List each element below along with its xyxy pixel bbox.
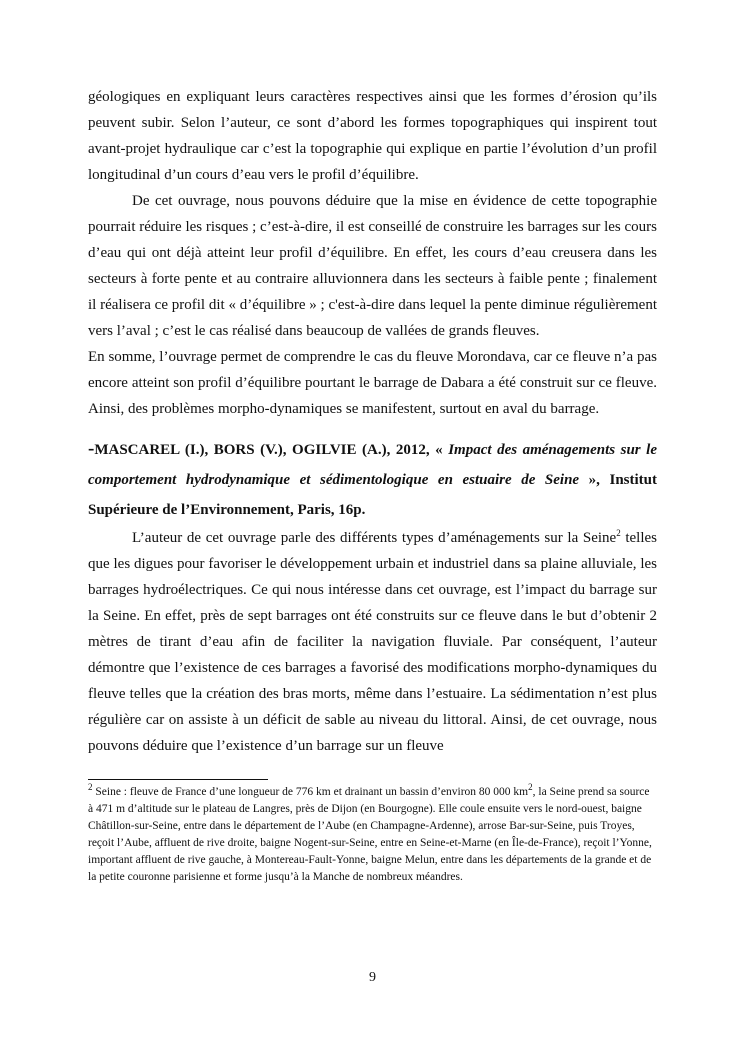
paragraph-2: De cet ouvrage, nous pouvons déduire que la mise en évidence de cette topographie pourrait réduire les risques ; c’est-à-dire, il est conseillé de construire les barrages sur les cours d’eau qui ont déjà atteint leur profil d’équilibre. En effet, les cours d’eau creusera dans les secteurs à forte pente et au contraire alluvionnera dans les secteurs à faible pente ; finalement il réalisera ce profil dit « d’équilibre » ; c'est-à-dire dans lequel la pente diminue régulièrement vers l’aval ; c’est le cas réalisé dans beaucoup de vallées de grands fleuves. [88, 193, 657, 339]
footnote-separator [88, 779, 268, 780]
footnote [88, 784, 657, 886]
paragraph-3: En somme, l’ouvrage permet de comprendre le cas du fleuve Morondava, car ce fleuve n’a pas encore atteint son profil d’équilibre pourtant le barrage de Dabara a été construit sur ce fleuve. Ainsi, des problèmes morpho-dynamiques se manifestent, surtout en aval du barrage. [88, 349, 657, 417]
footnote-superscript: 2 [528, 782, 533, 793]
body-text [88, 84, 657, 759]
reference-authors: MASCAREL (I.), BORS (V.), OGILVIE (A.), 2012, « [94, 442, 449, 458]
bibliographic-reference [88, 434, 657, 525]
footnote-text-end: , la Seine prend sa source à 471 m d’altitude sur le plateau de Langres, près de Dijon (en Bourgogne). Elle coule ensuite vers le nord-ouest, baigne Châtillon-sur-Seine, entre dans le département de l’Aube (en Champagne-Ardenne), arrose Bar-sur-Seine, puis Troyes, reçoit l’Aube, affluent de rive droite, baigne Nogent-sur-Seine, entre en Seine-et-Marne (en Île-de-France), reçoit l’Yonne, important affluent de rive gauche, à Montereau-Fault-Yonne, baigne Melun, entre dans les départements de la grande et de la petite couronne parisienne et forme jusqu’à la Manche de nombreux méandres. [88, 786, 652, 883]
footnote-text-start: Seine : fleuve de France d’une longueur de 776 km et drainant un bassin d’environ 80 000 km [92, 786, 529, 798]
reference-publisher: », Institut Supérieure de l’Environnement, Paris, 16p. [88, 472, 658, 518]
footnote-number: 2 [88, 782, 93, 793]
paragraph-4 [88, 525, 657, 759]
paragraph-4-text-end: telles que les digues pour favoriser le développement urbain et industriel dans sa plaine alluviale, les barrages hydroélectriques. Ce qui nous intéresse dans cet ouvrage, est l’impact du barrage sur la Seine. En effet, près de sept barrages ont été construits sur ce fleuve dans le but d’obtenir 2 mètres de tirant d’eau afin de faciliter la navigation fluviale. Par conséquent, l’auteur démontre que l’existence de ces barrages a favorisé des modifications morpho-dynamiques du fleuve telles que la création des bras morts, même dans l’estuaire. La sédimentation n’est plus régulière car on assiste à un déficit de sable au niveau du littoral. Ainsi, de cet ouvrage, nous pouvons déduire que l’existence d’un barrage sur un fleuve [88, 530, 657, 754]
footnote-marker: 2 [616, 528, 621, 538]
reference-title: Impact des aménagements sur le comportement hydrodynamique et sédimentologique en estuaire de Seine [88, 442, 657, 488]
paragraph-1: géologiques en expliquant leurs caractères respectives ainsi que les formes d’érosion qu’ils peuvent subir. Selon l’auteur, ce sont d’abord les formes topographiques qui inspirent tout avant-projet hydraulique car c’est la topographie qui explique en partie l’évolution d’un profil longitudinal d’un cours d’eau vers le profil d’équilibre. [88, 89, 657, 183]
paragraph-4-text-start: L’auteur de cet ouvrage parle des différents types d’aménagements sur la Seine [132, 530, 617, 546]
page-number: 9 [369, 970, 376, 985]
reference-dash: - [88, 438, 95, 459]
